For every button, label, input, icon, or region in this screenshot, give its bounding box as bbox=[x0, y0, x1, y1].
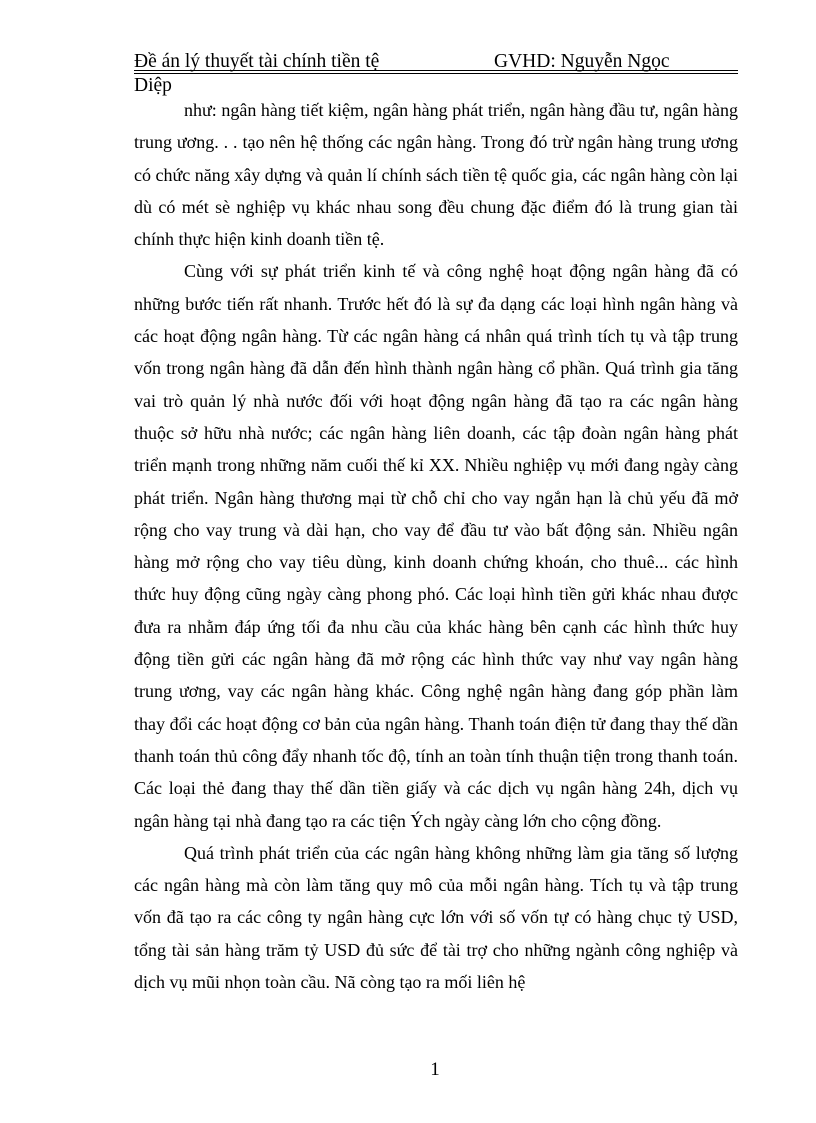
paragraph-1: như: ngân hàng tiết kiệm, ngân hàng phát triển, ngân hàng đầu tư, ngân hàng trung ương. . . tạo nên hệ thống các ngân hàng. Trong đó trừ ngân hàng trung ương có chức năng xây dựng và quản lí chính sách tiền tệ quốc gia, các ngân hàng còn lại dù có mét sè nghiệp vụ khác nhau song đều chung đặc điểm đó là trung gian tài chính thực hiện kinh doanh tiền tệ. bbox=[134, 100, 738, 250]
advisor-label: GVHD: Nguyễn Ngọc bbox=[494, 51, 670, 72]
advisor-name-continuation: Diệp bbox=[134, 75, 172, 96]
paragraph-2: Cùng với sự phát triển kinh tế và công nghệ hoạt động ngân hàng đã có những bước tiến rất nhanh. Trước hết đó là sự đa dạng các loại hình ngân hàng và các hoạt động ngân hàng. Từ các ngân hàng cá nhân quá trình tích tụ và tập trung vốn trong ngân hàng đã dẫn đến hình thành ngân hàng cổ phần. Quá trình gia tăng vai trò quản lý nhà nước đối với hoạt động ngân hàng đã tạo ra các ngân hàng thuộc sở hữu nhà nước; các ngân hàng liên doanh, các tập đoàn ngân hàng phát triển mạnh trong những năm cuối thế kỉ XX. Nhiều nghiệp vụ mới đang ngày càng phát triển. Ngân hàng thương mại từ chỗ chỉ cho vay ngắn hạn là chủ yếu đã mở rộng cho vay trung và dài hạn, cho vay để đầu tư vào bất động sản. Nhiều ngân hàng mở rộng cho vay tiêu dùng, kinh doanh chứng khoán, cho thuê... các hình thức huy động cũng ngày càng phong phó. Các loại hình tiền gửi khác nhau được đưa ra nhằm đáp ứng tối đa nhu cầu của khác hàng bên cạnh các hình thức huy động tiền gửi các ngân hàng đã mở rộng các hình thức vay như vay ngân hàng trung ương, vay các ngân hàng khác. Công nghệ ngân hàng đang góp phần làm thay đổi các hoạt động cơ bản của ngân hàng. Thanh toán điện tử đang thay thế dần thanh toán thủ công đẩy nhanh tốc độ, tính an toàn tính thuận tiện trong thanh toán. Các loại thẻ đang thay thế dần tiền giấy và các dịch vụ ngân hàng 24h, dịch vụ ngân hàng tại nhà đang tạo ra các tiện Ých ngày càng lớn cho cộng đồng. bbox=[134, 261, 738, 831]
header-rule-top bbox=[134, 70, 738, 71]
document-body bbox=[134, 94, 738, 998]
paragraph-3: Quá trình phát triển của các ngân hàng không những làm gia tăng số lượng các ngân hàng mà còn làm tăng quy mô của mỗi ngân hàng. Tích tụ và tập trung vốn đã tạo ra các công ty ngân hàng cực lớn với số vốn tự có hàng chục tỷ USD, tổng tài sản hàng trăm tỷ USD đủ sức để tài trợ cho những ngành công nghiệp và dịch vụ mũi nhọn toàn cầu. Nã còng tạo ra mối liên hệ bbox=[134, 842, 738, 993]
document-title: Đề án lý thuyết tài chính tiền tệ bbox=[134, 51, 380, 72]
page-number: 1 bbox=[430, 1059, 440, 1080]
header-rule-bottom bbox=[134, 73, 738, 74]
